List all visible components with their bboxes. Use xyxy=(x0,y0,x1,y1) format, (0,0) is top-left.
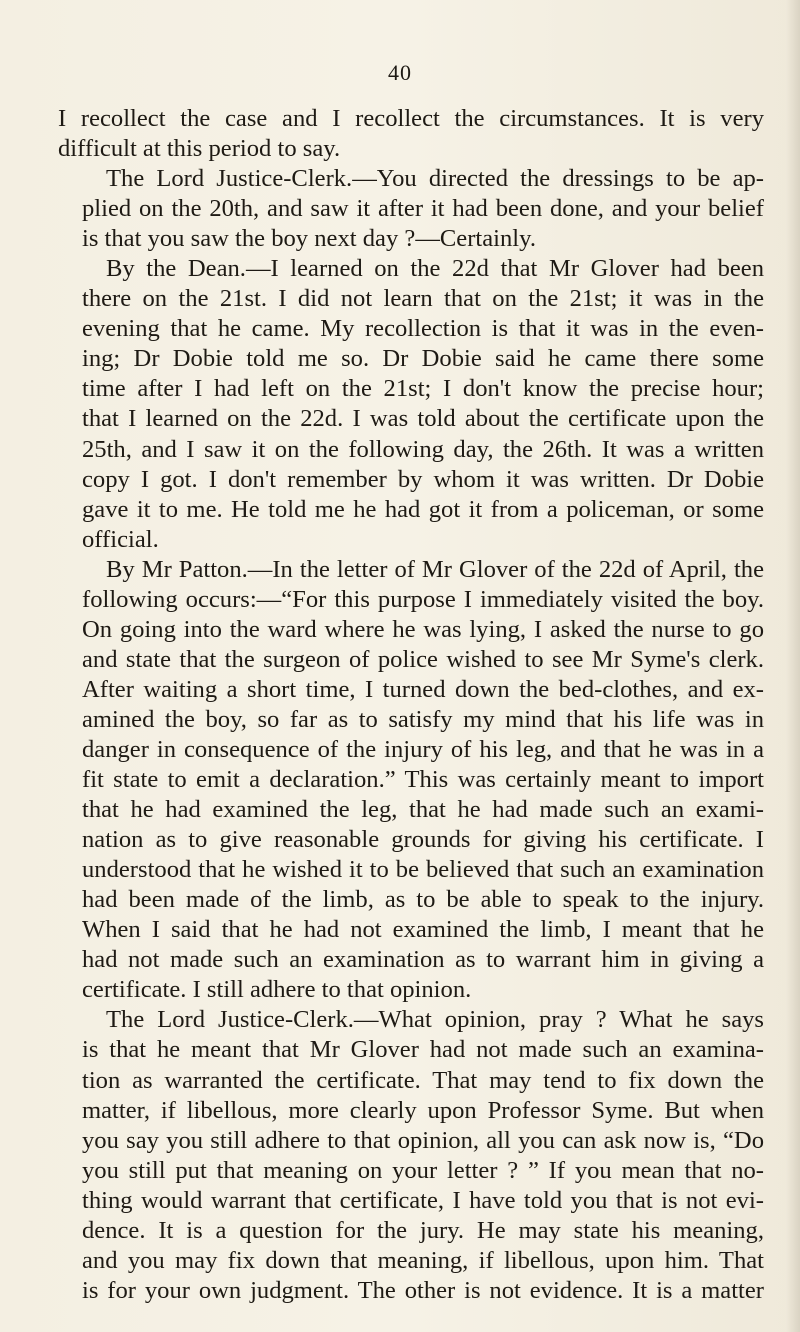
text-line: time after I had left on the 21st; I don't know the precise hour; xyxy=(82,375,764,403)
text-line: had not made such an examination as to warrant him in giving a xyxy=(82,946,764,974)
text-line: certificate. I still adhere to that opinion. xyxy=(82,976,472,1004)
page-number: 40 xyxy=(388,60,412,85)
page-edge-shadow xyxy=(786,0,800,1332)
text-line: you still put that meaning on your letter ? ” If you mean that no- xyxy=(82,1156,764,1184)
text-line: that he had examined the leg, that he had made such an exami- xyxy=(82,796,764,824)
text-line: is that he meant that Mr Glover had not made such an examina- xyxy=(82,1036,764,1064)
text-line: official. xyxy=(82,525,159,553)
text-line: that I learned on the 22d. I was told about the certificate upon the xyxy=(82,405,764,433)
paragraph xyxy=(58,1005,764,1305)
text-line: you say you still adhere to that opinion, all you can ask now is, “Do xyxy=(82,1126,764,1154)
text-line: By the Dean.—I learned on the 22d that Mr Glover had been xyxy=(106,255,764,283)
text-line: had been made of the limb, as to be able to speak to the injury. xyxy=(82,886,764,914)
text-line: After waiting a short time, I turned down the bed-clothes, and ex- xyxy=(82,675,764,703)
text-line: The Lord Justice-Clerk.—You directed the dressings to be ap- xyxy=(106,165,764,193)
paragraph xyxy=(58,104,764,164)
text-line: thing would warrant that certificate, I have told you that is not evi- xyxy=(82,1186,764,1214)
text-line: 25th, and I saw it on the following day, the 26th. It was a written xyxy=(82,435,764,463)
text-line: When I said that he had not examined the limb, I meant that he xyxy=(82,916,764,944)
text-line: difficult at this period to say. xyxy=(58,135,341,163)
text-line: I recollect the case and I recollect the circumstances. It is very xyxy=(58,105,764,132)
text-line: nation as to give reasonable grounds for giving his certificate. I xyxy=(82,826,764,854)
text-line: tion as warranted the certificate. That may tend to fix down the xyxy=(82,1066,764,1094)
text-line: there on the 21st. I did not learn that on the 21st; it was in the xyxy=(82,285,764,313)
text-line: and state that the surgeon of police wished to see Mr Syme's clerk. xyxy=(82,645,764,673)
text-line: dence. It is a question for the jury. He may state his meaning, xyxy=(82,1216,764,1244)
text-line: gave it to me. He told me he had got it from a policeman, or some xyxy=(82,495,764,523)
paragraph xyxy=(58,164,764,254)
paragraph xyxy=(58,254,764,554)
text-line: following occurs:—“For this purpose I immediately visited the boy. xyxy=(82,585,764,613)
body-text xyxy=(58,104,764,1306)
text-line: The Lord Justice-Clerk.—What opinion, pray ? What he says xyxy=(106,1006,764,1034)
text-line: is for your own judgment. The other is not evidence. It is a matter xyxy=(82,1276,764,1304)
paragraph xyxy=(58,555,764,1006)
text-line: danger in consequence of the injury of his leg, and that he was in a xyxy=(82,735,764,763)
text-line: On going into the ward where he was lying, I asked the nurse to go xyxy=(82,615,764,643)
text-line: and you may fix down that meaning, if libellous, upon him. That xyxy=(82,1246,764,1274)
text-line: fit state to emit a declaration.” This was certainly meant to import xyxy=(82,766,764,794)
text-line: understood that he wished it to be believed that such an examination xyxy=(82,856,764,884)
text-line: copy I got. I don't remember by whom it was written. Dr Dobie xyxy=(82,465,764,493)
text-line: By Mr Patton.—In the letter of Mr Glover of the 22d of April, the xyxy=(106,555,764,583)
text-line: plied on the 20th, and saw it after it had been done, and your belief xyxy=(82,195,764,223)
text-line: matter, if libellous, more clearly upon Professor Syme. But when xyxy=(82,1096,764,1124)
text-line: is that you saw the boy next day ?—Certainly. xyxy=(82,225,536,253)
text-line: amined the boy, so far as to satisfy my mind that his life was in xyxy=(82,705,764,733)
text-line: evening that he came. My recollection is that it was in the even- xyxy=(82,315,764,343)
text-line: ing; Dr Dobie told me so. Dr Dobie said he came there some xyxy=(82,345,764,373)
